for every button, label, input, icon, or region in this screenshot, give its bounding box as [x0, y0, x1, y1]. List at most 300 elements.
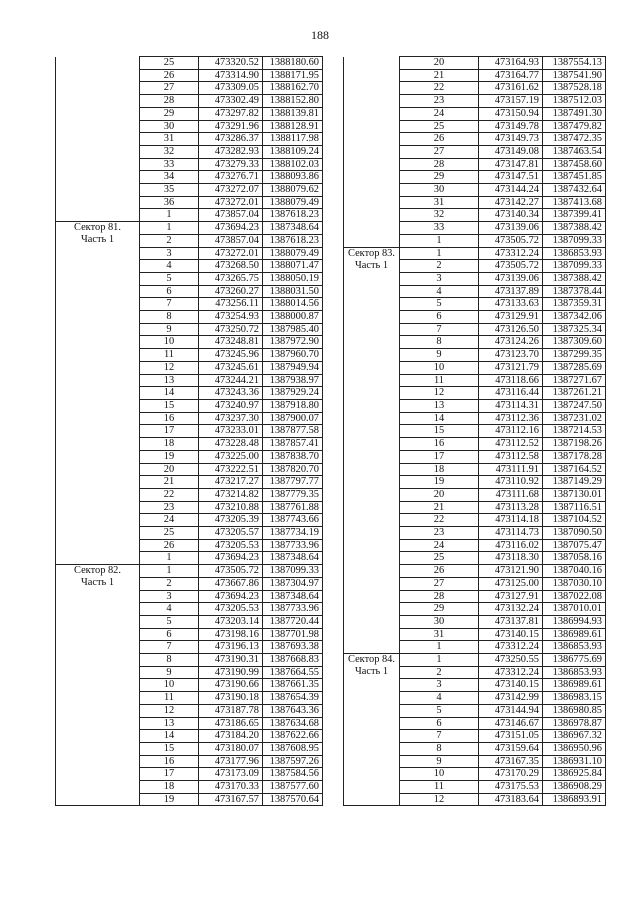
x-coordinate-cell: 473112.58	[479, 450, 543, 463]
y-coordinate-cell: 1386994.93	[543, 615, 606, 628]
table-row	[344, 120, 606, 133]
x-coordinate-cell: 473111.68	[479, 488, 543, 501]
x-coordinate-cell: 473126.50	[479, 323, 543, 336]
y-coordinate-cell: 1388139.81	[263, 107, 323, 120]
point-number-cell: 22	[140, 488, 199, 501]
y-coordinate-cell: 1387857.41	[263, 438, 323, 451]
point-number-cell: 35	[140, 184, 199, 197]
point-number-cell: 25	[140, 527, 199, 540]
table-row	[344, 298, 606, 311]
x-coordinate-cell: 473123.70	[479, 349, 543, 362]
x-coordinate-cell: 473667.86	[199, 577, 263, 590]
y-coordinate-cell: 1387164.52	[543, 463, 606, 476]
table-row	[56, 272, 323, 285]
y-coordinate-cell: 1387960.70	[263, 349, 323, 362]
sector-label-cell	[56, 679, 140, 692]
x-coordinate-cell: 473150.94	[479, 107, 543, 120]
y-coordinate-cell: 1387918.80	[263, 399, 323, 412]
x-coordinate-cell: 473265.75	[199, 272, 263, 285]
y-coordinate-cell: 1387491.30	[543, 107, 606, 120]
x-coordinate-cell: 473114.18	[479, 514, 543, 527]
point-number-cell: 6	[140, 285, 199, 298]
sector-label-cell	[344, 107, 400, 120]
table-row	[56, 501, 323, 514]
point-number-cell: 3	[140, 247, 199, 260]
x-coordinate-cell: 473110.92	[479, 476, 543, 489]
table-row	[344, 793, 606, 806]
x-coordinate-cell: 473186.65	[199, 717, 263, 730]
table-row	[56, 704, 323, 717]
point-number-cell: 25	[140, 57, 199, 70]
x-coordinate-cell: 473137.81	[479, 615, 543, 628]
y-coordinate-cell: 1388079.49	[263, 196, 323, 209]
y-coordinate-cell: 1387458.60	[543, 158, 606, 171]
sector-label-cell	[56, 145, 140, 158]
point-number-cell: 4	[400, 285, 479, 298]
y-coordinate-cell: 1387325.34	[543, 323, 606, 336]
y-coordinate-cell: 1387198.26	[543, 438, 606, 451]
point-number-cell: 11	[140, 692, 199, 705]
x-coordinate-cell: 473116.02	[479, 539, 543, 552]
y-coordinate-cell: 1387247.50	[543, 399, 606, 412]
point-number-cell: 1	[400, 234, 479, 247]
point-number-cell: 13	[140, 374, 199, 387]
y-coordinate-cell: 1387734.19	[263, 527, 323, 540]
x-coordinate-cell: 473505.72	[199, 565, 263, 578]
y-coordinate-cell: 1387010.01	[543, 603, 606, 616]
point-number-cell: 19	[140, 450, 199, 463]
point-number-cell: 29	[400, 603, 479, 616]
x-coordinate-cell: 473312.24	[479, 666, 543, 679]
table-row	[344, 514, 606, 527]
sector-label-cell	[56, 742, 140, 755]
sector-label-cell	[56, 399, 140, 412]
sector-label-cell	[344, 399, 400, 412]
y-coordinate-cell: 1387693.38	[263, 641, 323, 654]
table-row	[344, 171, 606, 184]
table-row	[56, 399, 323, 412]
y-coordinate-cell: 1386925.84	[543, 768, 606, 781]
table-row	[56, 374, 323, 387]
sector-label-cell	[344, 628, 400, 641]
y-coordinate-cell: 1386967.32	[543, 730, 606, 743]
x-coordinate-cell: 473190.31	[199, 654, 263, 667]
y-coordinate-cell: 1387348.64	[263, 590, 323, 603]
y-coordinate-cell: 1387528.18	[543, 82, 606, 95]
table-row	[56, 552, 323, 565]
sector-label-cell	[344, 679, 400, 692]
table-row	[344, 539, 606, 552]
sector-label-cell	[344, 361, 400, 374]
x-coordinate-cell: 473272.07	[199, 184, 263, 197]
sector-label-cell	[344, 82, 400, 95]
point-number-cell: 30	[140, 120, 199, 133]
y-coordinate-cell: 1387388.42	[543, 222, 606, 235]
table-row	[56, 298, 323, 311]
y-coordinate-cell: 1386980.85	[543, 704, 606, 717]
table-row	[56, 742, 323, 755]
x-coordinate-cell: 473291.96	[199, 120, 263, 133]
x-coordinate-cell: 473127.91	[479, 590, 543, 603]
table-row	[344, 247, 606, 260]
x-coordinate-cell: 473254.93	[199, 311, 263, 324]
point-number-cell: 13	[140, 717, 199, 730]
table-row	[344, 552, 606, 565]
coordinates-table-left	[55, 56, 323, 806]
y-coordinate-cell: 1387348.64	[263, 222, 323, 235]
x-coordinate-cell: 473857.04	[199, 209, 263, 222]
x-coordinate-cell: 473164.93	[479, 57, 543, 70]
y-coordinate-cell: 1388109.24	[263, 145, 323, 158]
table-row	[344, 450, 606, 463]
table-row	[344, 222, 606, 235]
y-coordinate-cell: 1387099.33	[543, 260, 606, 273]
table-row	[56, 349, 323, 362]
sector-label-cell	[56, 184, 140, 197]
x-coordinate-cell: 473149.73	[479, 133, 543, 146]
point-number-cell: 32	[400, 209, 479, 222]
table-row	[56, 95, 323, 108]
sector-label-cell	[344, 641, 400, 654]
y-coordinate-cell: 1386775.69	[543, 654, 606, 667]
y-coordinate-cell: 1387577.60	[263, 781, 323, 794]
table-row	[56, 184, 323, 197]
sector-label-cell	[56, 349, 140, 362]
point-number-cell: 4	[140, 603, 199, 616]
point-number-cell: 31	[400, 628, 479, 641]
x-coordinate-cell: 473142.27	[479, 196, 543, 209]
x-coordinate-cell: 473198.16	[199, 628, 263, 641]
table-row	[344, 577, 606, 590]
y-coordinate-cell: 1387597.26	[263, 755, 323, 768]
x-coordinate-cell: 473245.96	[199, 349, 263, 362]
sector-label-cell	[344, 285, 400, 298]
point-number-cell: 15	[400, 425, 479, 438]
table-row	[56, 565, 323, 578]
point-number-cell: 1	[140, 552, 199, 565]
point-number-cell: 2	[140, 577, 199, 590]
sector-label-cell	[344, 742, 400, 755]
sector-label-cell	[56, 311, 140, 324]
point-number-cell: 7	[400, 323, 479, 336]
sector-label-cell: Сектор 82.	[56, 565, 140, 578]
x-coordinate-cell: 473312.24	[479, 641, 543, 654]
point-number-cell: 27	[400, 577, 479, 590]
table-row	[56, 755, 323, 768]
x-coordinate-cell: 473205.39	[199, 514, 263, 527]
y-coordinate-cell: 1387463.54	[543, 145, 606, 158]
table-row	[56, 260, 323, 273]
table-row	[344, 82, 606, 95]
point-number-cell: 14	[140, 730, 199, 743]
table-row	[344, 615, 606, 628]
x-coordinate-cell: 473118.66	[479, 374, 543, 387]
y-coordinate-cell: 1387342.06	[543, 311, 606, 324]
point-number-cell: 31	[400, 196, 479, 209]
y-coordinate-cell: 1387929.24	[263, 387, 323, 400]
x-coordinate-cell: 473133.63	[479, 298, 543, 311]
x-coordinate-cell: 473159.64	[479, 742, 543, 755]
sector-label-cell	[344, 615, 400, 628]
sector-label-cell	[344, 387, 400, 400]
y-coordinate-cell: 1387413.68	[543, 196, 606, 209]
point-number-cell: 19	[140, 793, 199, 806]
point-number-cell: 22	[400, 514, 479, 527]
y-coordinate-cell: 1388152.80	[263, 95, 323, 108]
sector-label-cell: Часть 1	[344, 666, 400, 679]
y-coordinate-cell: 1387479.82	[543, 120, 606, 133]
sector-label-cell	[56, 260, 140, 273]
table-row	[344, 438, 606, 451]
table-row	[56, 133, 323, 146]
sector-label-cell	[344, 171, 400, 184]
table-row	[56, 387, 323, 400]
point-number-cell: 7	[400, 730, 479, 743]
sector-label-cell	[56, 107, 140, 120]
table-row	[56, 311, 323, 324]
y-coordinate-cell: 1387661.35	[263, 679, 323, 692]
x-coordinate-cell: 473173.09	[199, 768, 263, 781]
table-row	[56, 247, 323, 260]
table-row	[56, 171, 323, 184]
y-coordinate-cell: 1388079.62	[263, 184, 323, 197]
sector-label-cell	[344, 476, 400, 489]
point-number-cell: 29	[400, 171, 479, 184]
point-number-cell: 20	[400, 488, 479, 501]
sector-label-cell	[344, 704, 400, 717]
point-number-cell: 12	[400, 387, 479, 400]
sector-label-cell	[344, 298, 400, 311]
point-number-cell: 16	[140, 412, 199, 425]
y-coordinate-cell: 1387432.64	[543, 184, 606, 197]
table-row	[56, 641, 323, 654]
x-coordinate-cell: 473505.72	[479, 260, 543, 273]
y-coordinate-cell: 1386978.87	[543, 717, 606, 730]
point-number-cell: 6	[140, 628, 199, 641]
y-coordinate-cell: 1388000.87	[263, 311, 323, 324]
sector-label-cell	[56, 336, 140, 349]
sector-label-cell	[344, 463, 400, 476]
table-row	[344, 692, 606, 705]
y-coordinate-cell: 1387271.67	[543, 374, 606, 387]
sector-label-cell	[344, 768, 400, 781]
y-coordinate-cell: 1387720.44	[263, 615, 323, 628]
x-coordinate-cell: 473183.64	[479, 793, 543, 806]
point-number-cell: 28	[400, 158, 479, 171]
y-coordinate-cell: 1386853.93	[543, 641, 606, 654]
point-number-cell: 19	[400, 476, 479, 489]
sector-label-cell	[56, 285, 140, 298]
point-number-cell: 14	[400, 412, 479, 425]
x-coordinate-cell: 473244.21	[199, 374, 263, 387]
point-number-cell: 5	[140, 615, 199, 628]
sector-label-cell	[344, 501, 400, 514]
point-number-cell: 9	[400, 755, 479, 768]
sector-label-cell	[344, 603, 400, 616]
sector-label-cell	[56, 425, 140, 438]
sector-label-cell	[344, 374, 400, 387]
x-coordinate-cell: 473225.00	[199, 450, 263, 463]
table-row	[56, 57, 323, 70]
point-number-cell: 18	[140, 438, 199, 451]
point-number-cell: 21	[140, 476, 199, 489]
x-coordinate-cell: 473694.23	[199, 222, 263, 235]
point-number-cell: 12	[140, 704, 199, 717]
sector-label-cell	[56, 730, 140, 743]
x-coordinate-cell: 473857.04	[199, 234, 263, 247]
table-row	[344, 463, 606, 476]
sector-label-cell	[56, 133, 140, 146]
point-number-cell: 11	[140, 349, 199, 362]
x-coordinate-cell: 473196.13	[199, 641, 263, 654]
x-coordinate-cell: 473140.15	[479, 628, 543, 641]
x-coordinate-cell: 473137.89	[479, 285, 543, 298]
x-coordinate-cell: 473175.53	[479, 781, 543, 794]
sector-label-cell	[344, 590, 400, 603]
y-coordinate-cell: 1388093.86	[263, 171, 323, 184]
point-number-cell: 5	[140, 272, 199, 285]
point-number-cell: 17	[140, 768, 199, 781]
y-coordinate-cell: 1387214.53	[543, 425, 606, 438]
sector-label-cell	[344, 425, 400, 438]
sector-label-cell	[344, 755, 400, 768]
sector-label-cell: Сектор 81.	[56, 222, 140, 235]
point-number-cell: 10	[400, 768, 479, 781]
y-coordinate-cell: 1386893.91	[543, 793, 606, 806]
point-number-cell: 3	[400, 679, 479, 692]
x-coordinate-cell: 473282.93	[199, 145, 263, 158]
x-coordinate-cell: 473694.23	[199, 552, 263, 565]
x-coordinate-cell: 473114.31	[479, 399, 543, 412]
sector-label-cell	[344, 120, 400, 133]
x-coordinate-cell: 473112.16	[479, 425, 543, 438]
point-number-cell: 6	[400, 717, 479, 730]
point-number-cell: 27	[140, 82, 199, 95]
y-coordinate-cell: 1386983.15	[543, 692, 606, 705]
y-coordinate-cell: 1388079.49	[263, 247, 323, 260]
sector-label-cell	[344, 514, 400, 527]
table-row	[344, 412, 606, 425]
sector-label-cell	[344, 272, 400, 285]
table-row	[56, 666, 323, 679]
y-coordinate-cell: 1386989.61	[543, 679, 606, 692]
table-row	[56, 768, 323, 781]
point-number-cell: 2	[400, 666, 479, 679]
table-row	[344, 374, 606, 387]
sector-label-cell	[56, 374, 140, 387]
sector-label-cell: Сектор 84.	[344, 654, 400, 667]
x-coordinate-cell: 473272.01	[199, 196, 263, 209]
y-coordinate-cell: 1387130.01	[543, 488, 606, 501]
table-row	[56, 336, 323, 349]
table-row	[56, 450, 323, 463]
sector-label-cell	[344, 577, 400, 590]
sector-label-cell	[56, 209, 140, 222]
table-row	[56, 539, 323, 552]
table-row	[344, 628, 606, 641]
y-coordinate-cell: 1387285.69	[543, 361, 606, 374]
sector-label-cell	[56, 628, 140, 641]
sector-label-cell	[344, 196, 400, 209]
y-coordinate-cell: 1386908.29	[543, 781, 606, 794]
table-row	[344, 654, 606, 667]
table-row	[344, 781, 606, 794]
sector-label-cell	[56, 450, 140, 463]
page-number: 188	[311, 28, 329, 42]
table-row	[56, 361, 323, 374]
x-coordinate-cell: 473190.99	[199, 666, 263, 679]
y-coordinate-cell: 1387733.96	[263, 539, 323, 552]
point-number-cell: 1	[400, 247, 479, 260]
table-row	[344, 133, 606, 146]
x-coordinate-cell: 473144.24	[479, 184, 543, 197]
x-coordinate-cell: 473203.14	[199, 615, 263, 628]
y-coordinate-cell: 1387378.44	[543, 285, 606, 298]
point-number-cell: 7	[140, 641, 199, 654]
point-number-cell: 28	[140, 95, 199, 108]
table-row	[56, 514, 323, 527]
point-number-cell: 1	[140, 222, 199, 235]
table-row	[344, 565, 606, 578]
y-coordinate-cell: 1387261.21	[543, 387, 606, 400]
sector-label-cell	[56, 717, 140, 730]
point-number-cell: 4	[400, 692, 479, 705]
table-row	[56, 234, 323, 247]
x-coordinate-cell: 473180.07	[199, 742, 263, 755]
x-coordinate-cell: 473111.91	[479, 463, 543, 476]
sector-label-cell	[344, 349, 400, 362]
x-coordinate-cell: 473112.52	[479, 438, 543, 451]
x-coordinate-cell: 473164.77	[479, 69, 543, 82]
table-row	[344, 336, 606, 349]
x-coordinate-cell: 473124.26	[479, 336, 543, 349]
point-number-cell: 18	[400, 463, 479, 476]
x-coordinate-cell: 473125.00	[479, 577, 543, 590]
y-coordinate-cell: 1388128.91	[263, 120, 323, 133]
y-coordinate-cell: 1387359.31	[543, 298, 606, 311]
sector-label-cell	[344, 438, 400, 451]
sector-label-cell	[56, 692, 140, 705]
y-coordinate-cell: 1387178.28	[543, 450, 606, 463]
sector-label-cell	[56, 57, 140, 70]
y-coordinate-cell: 1387554.13	[543, 57, 606, 70]
x-coordinate-cell: 473129.91	[479, 311, 543, 324]
x-coordinate-cell: 473147.81	[479, 158, 543, 171]
y-coordinate-cell: 1387972.90	[263, 336, 323, 349]
sector-label-cell: Часть 1	[56, 234, 140, 247]
table-row	[344, 755, 606, 768]
x-coordinate-cell: 473272.01	[199, 247, 263, 260]
table-row	[56, 793, 323, 806]
sector-label-cell	[344, 793, 400, 806]
sector-label-cell	[56, 527, 140, 540]
point-number-cell: 12	[400, 793, 479, 806]
sector-label-cell	[56, 641, 140, 654]
x-coordinate-cell: 473116.44	[479, 387, 543, 400]
table-row	[344, 323, 606, 336]
x-coordinate-cell: 473233.01	[199, 425, 263, 438]
x-coordinate-cell: 473132.24	[479, 603, 543, 616]
sector-label-cell	[344, 565, 400, 578]
point-number-cell: 14	[140, 387, 199, 400]
y-coordinate-cell: 1387090.50	[543, 527, 606, 540]
point-number-cell: 24	[140, 514, 199, 527]
x-coordinate-cell: 473250.55	[479, 654, 543, 667]
point-number-cell: 32	[140, 145, 199, 158]
sector-label-cell	[56, 247, 140, 260]
x-coordinate-cell: 473147.51	[479, 171, 543, 184]
x-coordinate-cell: 473214.82	[199, 488, 263, 501]
